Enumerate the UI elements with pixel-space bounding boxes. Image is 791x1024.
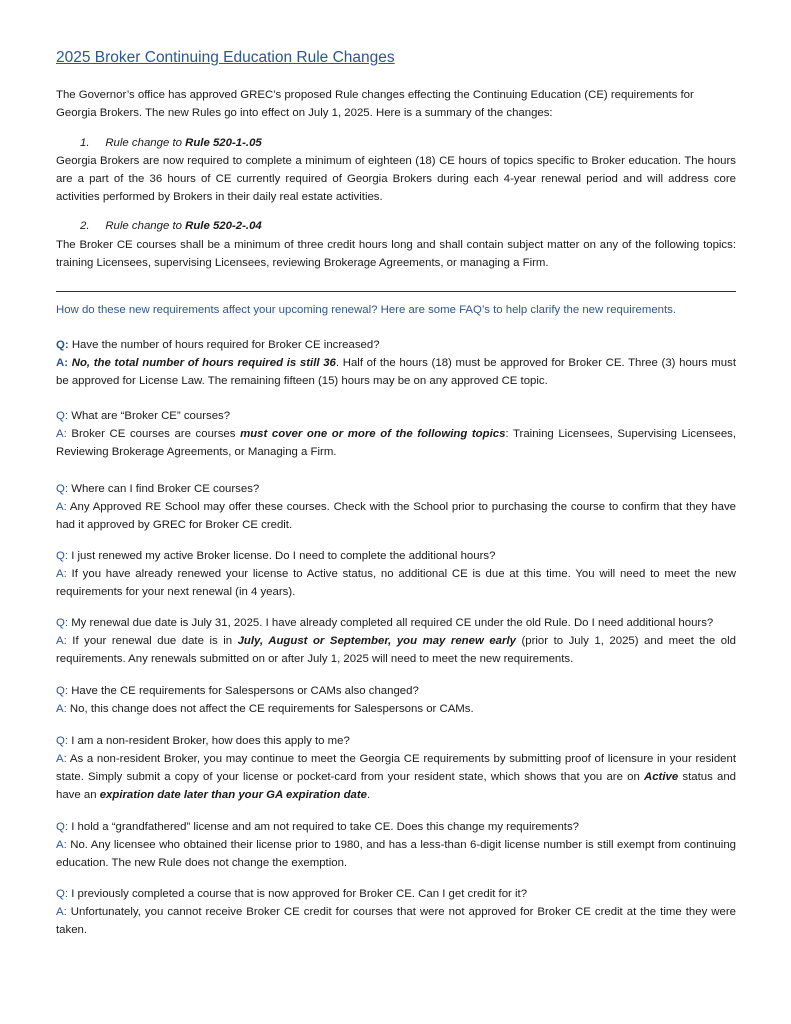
rule-item-2-text: The Broker CE courses shall be a minimum of three credit hours long and shall contain subject matter on any of the following topics: training Licensees, supervising Licensees, reviewing Brokerage Agreements, or managing a Firm.: [56, 239, 736, 269]
question-text: Have the CE requirements for Salespersons or CAMs also changed?: [68, 685, 419, 697]
answer-text: No. Any licensee who obtained their license prior to 1980, and has a less-than 6-digit license number is still exempt from continuing education. The new Rule does not change the exemption.: [56, 839, 736, 869]
answer-emphasis: must cover one or more of the following topics: [240, 428, 506, 440]
answer-emphasis: expiration date later than your GA expiration date: [99, 789, 368, 801]
answer-text: If your renewal due date is in: [66, 635, 238, 647]
q-label: Q:: [56, 888, 69, 900]
question-text: I am a non-resident Broker, how does this apply to me?: [68, 735, 350, 747]
a-label: A:: [56, 357, 69, 369]
answer-text: (prior to July 1, 2025) and meet the old requirements. Any renewals submitted on or after July 1, 2025 will need to meet the new requirements.: [56, 635, 736, 665]
intro-line-2: Georgia Brokers. The new Rules go into effect on July 1, 2025. Here is a summary of the changes:: [56, 107, 553, 119]
faq-question: [56, 407, 736, 425]
answer-text: . Half of the hours (18) must be approved for Broker CE. Three (3) hours must be approved for License Law. The remaining fifteen (15) hours may be on any approved CE topic.: [56, 357, 736, 387]
answer-text: As a non-resident Broker, you may continue to meet the Georgia CE requirements by submitting proof of licensure in your resident state. Simply submit a copy of your license or pocket-card from your resident state, which shows that you are on: [56, 753, 736, 783]
q-label: Q:: [56, 550, 69, 562]
answer-text: : Training Licensees, Supervising Licensees, Reviewing Brokerage Agreements, or Managing a Firm.: [56, 428, 737, 458]
question-text: I just renewed my active Broker license. Do I need to complete the additional hours?: [68, 550, 496, 562]
section-divider: [56, 291, 736, 292]
faq-question: [56, 547, 736, 565]
faq-answer: [56, 425, 736, 461]
faq-question: [56, 336, 736, 354]
faq-item: [56, 480, 736, 534]
q-label: Q:: [56, 685, 69, 697]
rule-item-2-heading: [80, 220, 262, 232]
a-label: A:: [56, 428, 67, 440]
q-label: Q:: [56, 821, 69, 833]
question-text: My renewal due date is July 31, 2025. I have already completed all required CE under the old Rule. Do I need additional hours?: [68, 617, 714, 629]
answer-emphasis: Active: [643, 771, 679, 783]
faq-item: [56, 407, 736, 461]
rule-item-1-heading: [80, 137, 262, 149]
a-label: A:: [56, 753, 67, 765]
q-label: Q:: [56, 735, 69, 747]
faq-answer: [56, 903, 736, 939]
faq-item: [56, 336, 736, 390]
question-text: Have the number of hours required for Broker CE increased?: [68, 339, 380, 351]
rule-item-1-text: Georgia Brokers are now required to complete a minimum of eighteen (18) CE hours of topics specific to Broker education. The hours are a part of the 36 hours of CE currently required of Georgia Brokers during each 4-year renewal period and will address core activities performed by Brokers in their daily real estate activities.: [56, 155, 736, 203]
faq-question: [56, 480, 736, 498]
a-label: A:: [56, 568, 67, 580]
answer-emphasis: No, the total number of hours required is still 36: [68, 357, 336, 369]
intro-line-1: The Governor’s office has approved GREC’s proposed Rule changes effecting the Continuing Education (CE) requirements for: [56, 89, 694, 101]
answer-text: If you have already renewed your license to Active status, no additional CE is due at this time. You will need to meet the new requirements for your next renewal (in 4 years).: [56, 568, 736, 598]
rule-id: Rule 520-1-.05: [185, 137, 262, 149]
rule-number: 1.: [80, 137, 90, 149]
faq-answer: [56, 700, 736, 718]
faq-item: [56, 885, 736, 939]
rule-prefix: Rule change to: [105, 137, 186, 149]
faq-question: [56, 614, 736, 632]
intro-paragraph: [56, 86, 736, 122]
question-text: I hold a “grandfathered” license and am not required to take CE. Does this change my requirements?: [68, 821, 579, 833]
q-label: Q:: [56, 483, 69, 495]
rule-id: Rule 520-2-.04: [185, 220, 262, 232]
a-label: A:: [56, 703, 67, 715]
faq-answer: [56, 565, 736, 601]
a-label: A:: [56, 906, 67, 918]
faq-answer: [56, 498, 736, 534]
faq-answer: [56, 354, 736, 390]
answer-text: Any Approved RE School may offer these courses. Check with the School prior to purchasing the course to confirm that they have had it approved by GREC for Broker CE credit.: [56, 501, 736, 531]
faq-answer: [56, 632, 736, 668]
q-label: Q:: [56, 617, 69, 629]
faq-item: [56, 682, 736, 718]
faq-intro: How do these new requirements affect your upcoming renewal? Here are some FAQ’s to help clarify the new requirements.: [56, 304, 677, 316]
page-title: 2025 Broker Continuing Education Rule Changes: [56, 49, 395, 66]
rule-number: 2.: [80, 220, 90, 232]
faq-item: [56, 547, 736, 601]
answer-emphasis: July, August or September, you may renew early: [237, 635, 516, 647]
faq-question: [56, 682, 736, 700]
faq-item: [56, 614, 736, 668]
faq-question: [56, 818, 736, 836]
question-text: Where can I find Broker CE courses?: [68, 483, 260, 495]
answer-text: status and have an: [56, 771, 736, 801]
answer-text: .: [367, 789, 371, 801]
faq-question: [56, 732, 736, 750]
faq-item: [56, 818, 736, 872]
a-label: A:: [56, 839, 67, 851]
answer-text: No, this change does not affect the CE requirements for Salespersons or CAMs.: [66, 703, 474, 715]
q-label: Q:: [56, 339, 69, 351]
a-label: A:: [56, 635, 67, 647]
rule-prefix: Rule change to: [105, 220, 186, 232]
faq-answer: [56, 750, 736, 804]
answer-text: Unfortunately, you cannot receive Broker CE credit for courses that were not approved for Broker CE credit at the time they were taken.: [56, 906, 736, 936]
a-label: A:: [56, 501, 67, 513]
answer-text: Broker CE courses are courses: [66, 428, 241, 440]
faq-question: [56, 885, 736, 903]
question-text: What are “Broker CE” courses?: [68, 410, 231, 422]
faq-item: [56, 732, 736, 804]
question-text: I previously completed a course that is now approved for Broker CE. Can I get credit for it?: [68, 888, 528, 900]
q-label: Q:: [56, 410, 69, 422]
faq-answer: [56, 836, 736, 872]
